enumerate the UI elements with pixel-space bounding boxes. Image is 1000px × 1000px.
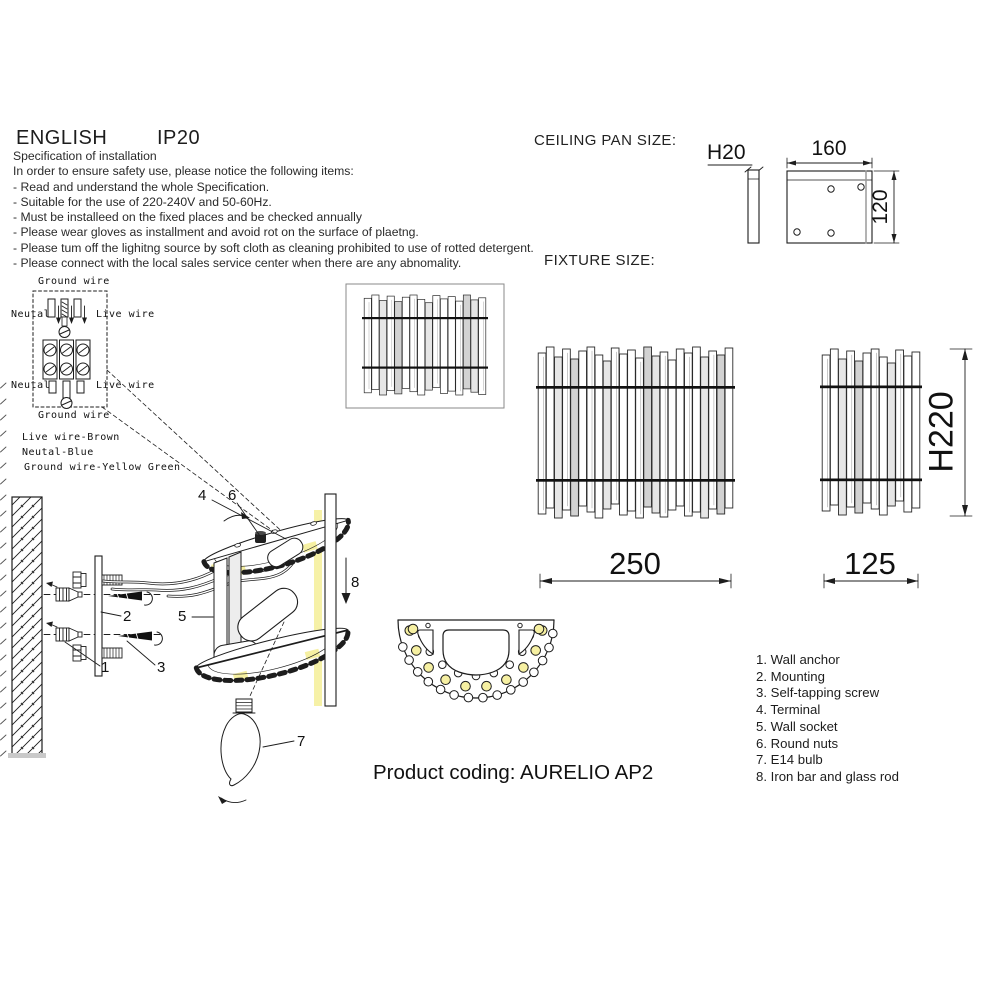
wiring-live-top-label: Live wire [96,309,155,320]
spec-title: Specification of installation [13,149,157,163]
fixture-photo-frame [346,284,504,408]
dim-250: 250 [609,546,661,581]
parts-list-item: 1. Wall anchor [756,652,840,667]
bottom-view-drawing [398,620,557,702]
wiring-ground-top-label: Ground wire [38,276,110,287]
spec-intro: In order to ensure safety use, please notice the following items: [13,164,354,179]
callout-wall-socket: 5 [178,608,187,625]
callout-terminal: 4 [198,487,207,504]
wiring-neutral-top-label: Neutal [11,309,51,320]
wiring-live-bottom-label: Live wire [96,380,155,391]
parts-list [756,652,899,786]
ceiling-pan-size-title: CEILING PAN SIZE: [534,132,677,149]
parts-list-item: 6. Round nuts [756,735,839,751]
spec-text-block [13,149,534,271]
callout-e14-bulb: 7 [297,733,306,750]
wall-edge-ticks [1,383,7,756]
dim-125: 125 [844,546,896,581]
callout-round-nuts: 6 [228,487,237,504]
wire-color-legend-neutral: Neutal-Blue [22,447,94,458]
callout-self-tapping-screw: 3 [157,659,166,676]
language-heading: ENGLISH [16,127,108,149]
spec-item: - Suitable for the use of 220-240V and 50-60Hz. [13,194,272,209]
product-coding-label: Product coding: AURELIO AP2 [373,761,654,784]
dim-160: 160 [811,137,847,160]
dim-h220: H220 [922,391,961,473]
callout-iron-bar: 8 [351,574,360,591]
spec-item: - Must be installeed on the fixed places and be checked annually [13,210,362,225]
callout-wall-anchor: 1 [101,659,110,676]
dim-120: 120 [869,189,892,225]
parts-list-item: 4. Terminal [756,702,821,718]
parts-list-item: 2. Mounting [756,668,825,684]
spec-item: - Read and understand the whole Specification. [13,179,270,194]
parts-list-item: 8. Iron bar and glass rod [756,768,899,784]
wire-color-legend-live: Live wire-Brown [22,432,120,443]
wire-color-legend-ground: Ground wire-Yellow Green [24,462,181,473]
callout-mounting: 2 [123,608,132,625]
wiring-neutral-bottom-label: Neutal [11,380,51,391]
spec-item: - Please wear gloves as installment and avoid rot on the surface of plaetng. [13,225,419,240]
fixture-front-view-large [536,347,735,518]
fixture-size-title: FIXTURE SIZE: [544,252,656,269]
parts-list-item: 3. Self-tapping screw [756,685,880,701]
parts-list-item: 5. Wall socket [756,718,838,734]
ip-rating-label: IP20 [157,127,201,149]
spec-item: - Please tum off the lighitng source by soft cloth as cleaning prohibited to use of rotted detergent. [13,240,534,255]
dim-h20: H20 [707,141,746,164]
fixture-front-view-small [820,349,922,515]
wiring-ground-bottom-label: Ground wire [38,410,110,421]
parts-list-item: 7. E14 bulb [756,752,823,768]
spec-item: - Please connect with the local sales service center when there are any abnomality. [13,256,462,271]
